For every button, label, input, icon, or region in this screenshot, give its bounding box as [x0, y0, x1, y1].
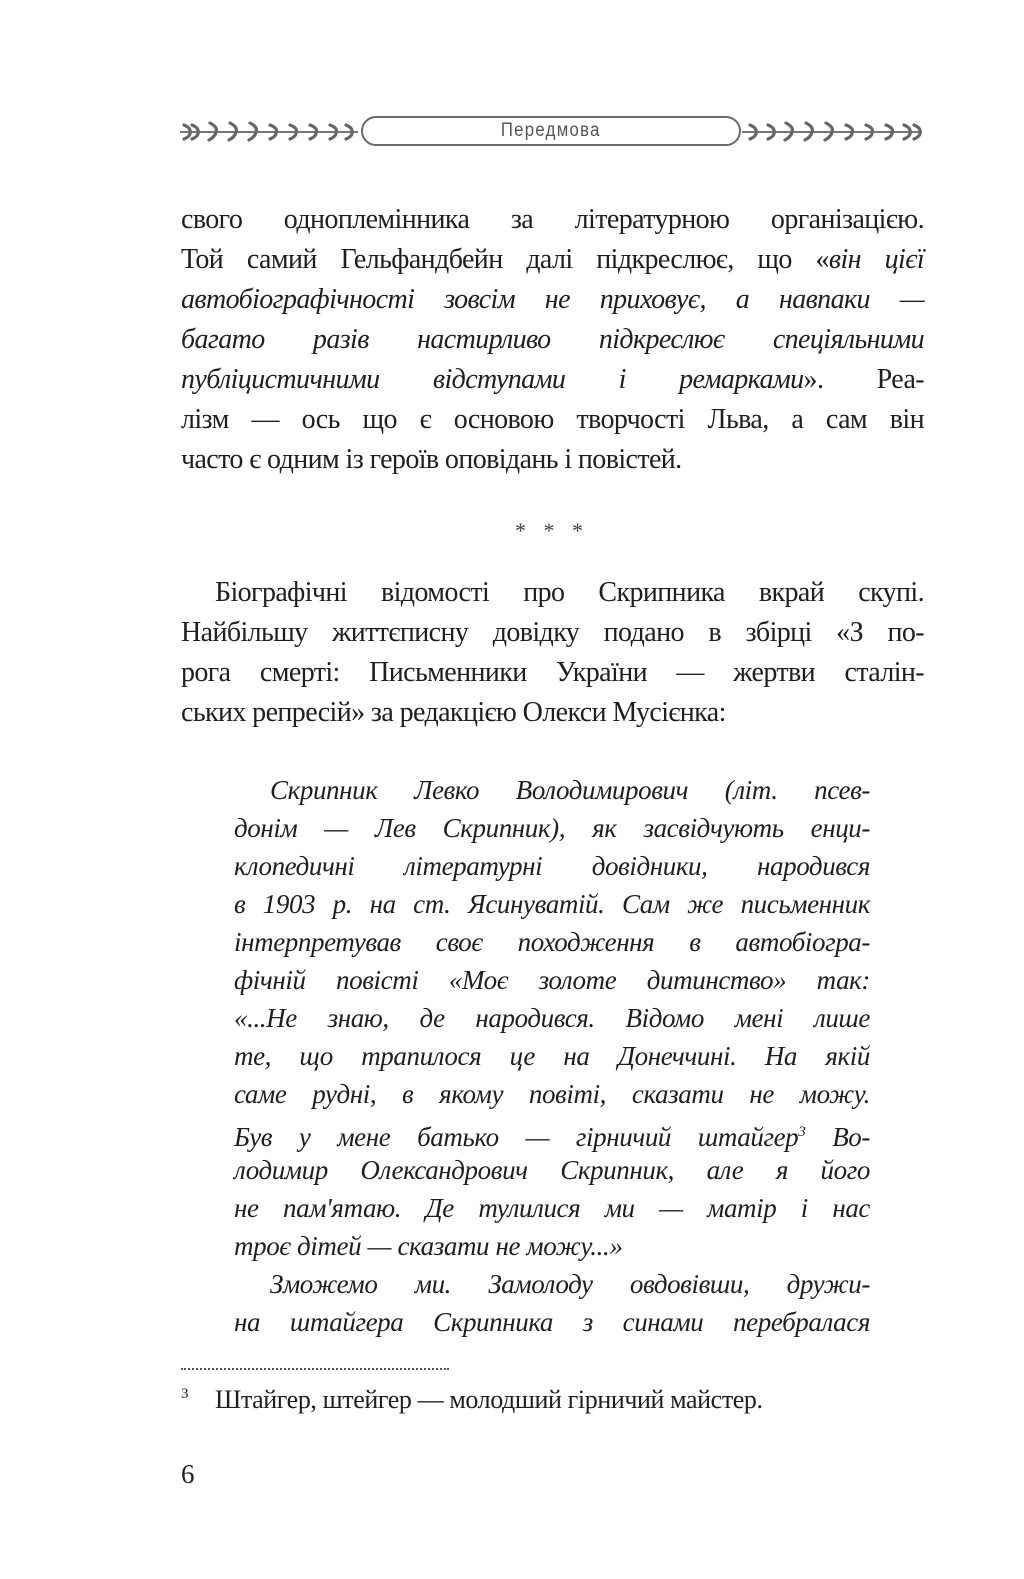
quote-line: інтерпретував своє походження в автобіогра- — [234, 927, 870, 957]
quote-line: лодимир Олександрович Скрипник, але я його — [234, 1155, 870, 1185]
text-span: лізм — ось що є основою творчості Льва, а сам він — [181, 404, 924, 435]
paragraph-biography — [181, 573, 924, 733]
quote-line: те, що трапилося це на Донеччині. На якій — [234, 1041, 870, 1071]
quote-line — [234, 1113, 870, 1151]
text-line — [181, 200, 924, 240]
text-span: часто є одним із героїв оповідань і повістей. — [181, 444, 682, 475]
text-line — [181, 440, 924, 480]
quoted-italic-span: він цієї — [828, 244, 925, 275]
quoted-italic-span: багато разів настирливо підкреслює спеціяльними — [181, 324, 924, 355]
quote-text: Во- — [805, 1122, 870, 1152]
header-title: Передмова — [501, 120, 601, 141]
quote-text: Був у мене батько — гірничий штайгер — [234, 1122, 799, 1152]
paragraph-continuation — [181, 200, 924, 480]
running-header — [178, 114, 924, 150]
quoted-italic-span: публіцистичними відступами і ремарками — [181, 364, 804, 395]
quote-line: фічній повісті «Моє золоте дитинство» так: — [234, 965, 870, 995]
quote-line: Скрипник Левко Володимирович (літ. псев- — [270, 775, 870, 805]
footnote-separator — [181, 1368, 449, 1370]
header-title-frame — [361, 116, 741, 146]
footnote-marker: 3 — [181, 1386, 189, 1402]
quote-line: саме рудні, в якому повіті, сказати не можу. — [234, 1079, 870, 1109]
text-line — [181, 320, 924, 360]
section-break: * * * — [515, 518, 589, 543]
quote-line: на штайгера Скрипника з синами перебралася — [234, 1307, 870, 1337]
block-quote — [234, 771, 870, 1341]
quote-line: клопедичні літературні довідники, народився — [234, 851, 870, 881]
quote-line: Зможемо ми. Замолоду овдовівши, дружи- — [270, 1269, 870, 1299]
quote-line: не пам'ятаю. Де тулилися ми — матір і нас — [234, 1193, 870, 1223]
text-span: свого одноплемінника за літературною організацією. — [181, 204, 924, 235]
text-line — [181, 400, 924, 440]
text-line: рога смерті: Письменники України — жертви сталін- — [181, 657, 924, 688]
leaf-vine-ornament-icon — [178, 114, 360, 150]
quote-line: троє дітей — сказати не можу...» — [234, 1231, 623, 1261]
text-line — [181, 280, 924, 320]
page-number: 6 — [181, 1459, 195, 1489]
footnote — [181, 1374, 924, 1420]
quote-line: донім — Лев Скрипник), як засвідчують енци- — [234, 813, 870, 843]
text-line — [181, 360, 924, 400]
quote-line: «...Не знаю, де народився. Відомо мені лише — [234, 1003, 870, 1033]
text-line — [181, 240, 924, 280]
quoted-italic-span: автобіографічності зовсім не приховує, а навпаки — — [181, 284, 924, 315]
quote-line: в 1903 р. на ст. Ясинуватій. Сам же письменник — [234, 889, 870, 919]
text-line: ських репресій» за редакцією Олекси Мусієнка: — [181, 697, 726, 728]
text-line: Найбільшу життєписну довідку подано в збірці «З по- — [181, 617, 924, 648]
footnote-text: Штайгер, штейгер — молодший гірничий майстер. — [215, 1385, 763, 1414]
text-line: Біографічні відомості про Скрипника вкрай скупі. — [215, 577, 924, 608]
leaf-vine-ornament-icon — [742, 114, 924, 150]
text-span: ». Реа- — [803, 364, 924, 395]
footnote-reference[interactable]: 3 — [798, 1124, 806, 1140]
text-span: Той самий Гельфандбейн далі підкреслює, що « — [181, 244, 829, 275]
